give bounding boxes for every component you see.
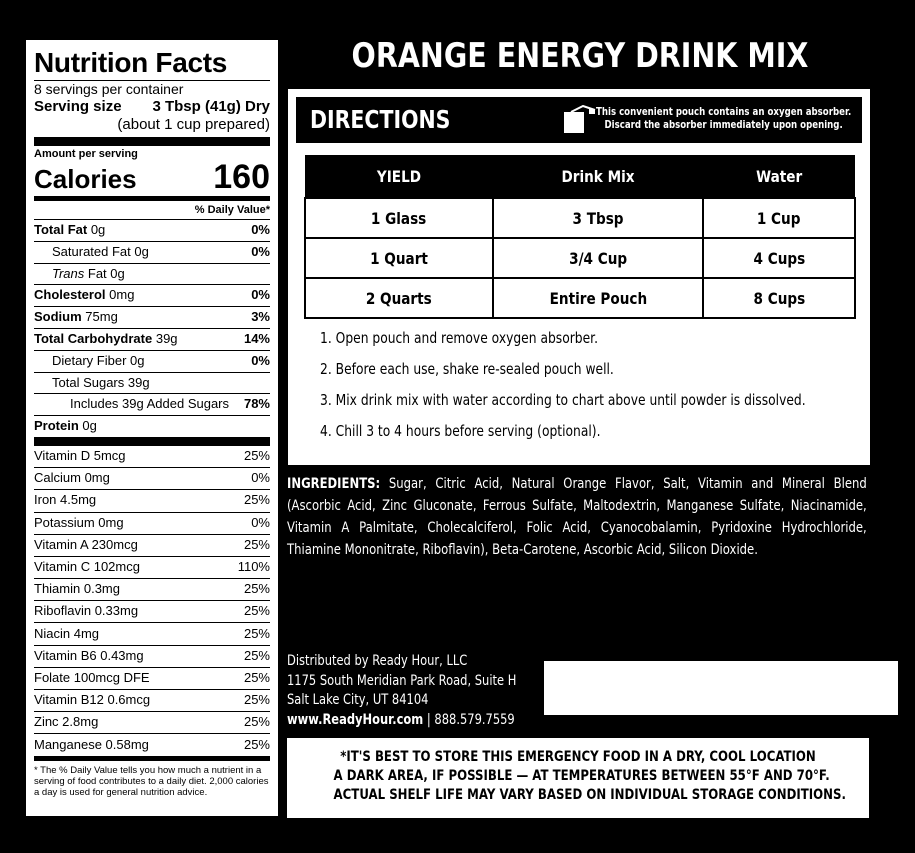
- yield-table-row: [305, 238, 855, 278]
- vitamin-pct: 25%: [243, 448, 270, 464]
- vitamin-label: Iron 4.5mg: [34, 492, 97, 508]
- vitamin-label: Niacin 4mg: [34, 625, 100, 641]
- nutrient-row-total-sugars: Total Sugars 39g: [34, 372, 270, 394]
- water-header: Water: [703, 155, 855, 198]
- daily-value-footnote: * The % Daily Value tells you how much a nutrient in a serving of food contributes to a daily diet. 2,000 calories a day is used for general nutrition advice.: [34, 756, 270, 798]
- vitamin-row: [34, 512, 270, 534]
- serving-size-label: Serving size: [34, 98, 122, 115]
- yield-table-cell: 3/4 Cup: [493, 238, 703, 278]
- vitamin-pct: 25%: [243, 492, 270, 508]
- vitamin-pct: 25%: [243, 647, 270, 663]
- blank-label-area: [544, 661, 898, 715]
- yield-table-cell: 1 Glass: [305, 198, 493, 238]
- vitamin-label: Potassium 0mg: [34, 514, 124, 530]
- vitamin-row: [34, 489, 270, 511]
- vitamin-label: Calcium 0mg: [34, 470, 110, 486]
- vitamin-row: [34, 578, 270, 600]
- vitamin-label: Folate 100mcg DFE: [34, 669, 150, 685]
- yield-table-cell: 1 Cup: [703, 198, 855, 238]
- direction-step: 3. Mix drink mix with water according to chart above until powder is dissolved.: [320, 391, 806, 409]
- directions-panel: [288, 89, 870, 465]
- vitamin-row: [34, 622, 270, 644]
- distributor-website: www.ReadyHour.com: [287, 711, 424, 728]
- serving-size: [34, 98, 270, 116]
- yield-table-cell: 1 Quart: [305, 238, 493, 278]
- distributor-city: Salt Lake City, UT 84104: [287, 692, 429, 708]
- vitamin-label: Vitamin D 5mcg: [34, 448, 126, 464]
- nutrient-row-total-carbohydrate: Total Carbohydrate 39g 14%: [34, 328, 270, 350]
- vitamin-row: [34, 711, 270, 733]
- yield-table-row: [305, 278, 855, 318]
- storage-notice: [287, 738, 869, 818]
- vitamin-label: Zinc 2.8mg: [34, 714, 99, 730]
- vitamin-pct: 25%: [243, 536, 270, 552]
- yield-table-cell: 3 Tbsp: [493, 198, 703, 238]
- vitamin-row: [34, 733, 270, 755]
- vitamin-pct: 0%: [251, 470, 270, 486]
- nutrient-row-added-sugars: Includes 39g Added Sugars 78%: [34, 393, 270, 415]
- vitamin-list: [34, 446, 270, 756]
- direction-step: 2. Before each use, shake re-sealed pouch well.: [320, 360, 614, 378]
- vitamin-row: [34, 600, 270, 622]
- nutrition-facts-panel: [26, 40, 278, 816]
- calories-row: [34, 160, 270, 194]
- direction-step: 4. Chill 3 to 4 hours before serving (optional).: [320, 422, 601, 440]
- vitamin-label: Vitamin B6 0.43mg: [34, 647, 144, 663]
- distributor-info: [287, 652, 516, 730]
- vitamin-label: Vitamin B12 0.6mcg: [34, 692, 151, 708]
- storage-line-2: A DARK AREA, IF POSSIBLE — AT TEMPERATURES BETWEEN 55°F AND 70°F.: [333, 768, 830, 784]
- vitamin-row: [34, 556, 270, 578]
- calories-label: Calories: [34, 164, 137, 194]
- vitamin-pct: 25%: [243, 581, 270, 597]
- nutrient-row-protein: Protein 0g: [34, 415, 270, 437]
- vitamin-pct: 25%: [243, 692, 270, 708]
- distributor-phone: | 888.579.7559: [423, 711, 515, 728]
- yield-header: YIELD: [305, 155, 493, 198]
- vitamin-label: Thiamin 0.3mg: [34, 581, 120, 597]
- yield-table-row: [305, 198, 855, 238]
- yield-table: [304, 155, 856, 319]
- vitamin-label: Vitamin A 230mcg: [34, 536, 138, 552]
- distributor-address: 1175 South Meridian Park Road, Suite H: [287, 672, 517, 689]
- nutrient-row-sodium: Sodium 75mg 3%: [34, 306, 270, 328]
- daily-value-header: % Daily Value*: [194, 204, 270, 216]
- drink-mix-header: Drink Mix: [493, 155, 703, 198]
- vitamin-pct: 25%: [243, 736, 270, 752]
- calories-value: 160: [213, 158, 270, 196]
- yield-table-cell: 4 Cups: [703, 238, 855, 278]
- nutrient-row-trans-fat: Trans Fat 0g: [34, 263, 270, 285]
- direction-step: 1. Open pouch and remove oxygen absorber.: [320, 329, 599, 347]
- nutrient-row-saturated-fat: Saturated Fat 0g 0%: [34, 241, 270, 263]
- vitamin-row: [34, 534, 270, 556]
- yield-table-cell: 8 Cups: [703, 278, 855, 318]
- nutrient-row-dietary-fiber: Dietary Fiber 0g 0%: [34, 350, 270, 372]
- vitamin-row: [34, 667, 270, 689]
- serving-prepared: (about 1 cup prepared): [117, 116, 270, 133]
- vitamin-pct: 25%: [243, 714, 270, 730]
- directions-title: DIRECTIONS: [310, 105, 451, 134]
- ingredients-text: Sugar, Citric Acid, Natural Orange Flavor, Salt, Vitamin and Mineral Blend (Ascorbic Acid, Zinc Gluconate, Ferrous Sulfate, Maltodextrin, Manganese Sulfate, Niacinamide, Vitamin A Palmitate, Cholecalciferol, Folic Acid, Cyanocobalamin, Pyridoxine Hydrochloride, Thiamine Mononitrate, Riboflavin), Beta-Carotene, Ascorbic Acid, Silicon Dioxide.: [287, 476, 867, 558]
- ingredients: [287, 473, 867, 561]
- yield-table-cell: 2 Quarts: [305, 278, 493, 318]
- storage-line-1: *IT'S BEST TO STORE THIS EMERGENCY FOOD IN A DRY, COOL LOCATION: [340, 749, 816, 765]
- vitamin-label: Manganese 0.58mg: [34, 736, 149, 752]
- nutrient-row-total-fat: Total Fat 0g 0%: [34, 219, 270, 241]
- vitamin-pct: 25%: [243, 603, 270, 619]
- pouch-icon: [561, 105, 597, 135]
- vitamin-label: Vitamin C 102mcg: [34, 559, 140, 575]
- yield-table-header: [305, 155, 855, 198]
- oxygen-absorber-note: This convenient pouch contains an oxygen absorber. Discard the absorber immediately upon opening.: [596, 106, 852, 131]
- vitamin-pct: 110%: [237, 559, 270, 575]
- vitamin-row: [34, 446, 270, 467]
- vitamin-pct: 25%: [243, 625, 270, 641]
- nutrient-row-cholesterol: Cholesterol 0mg 0%: [34, 284, 270, 306]
- amount-per-serving: Amount per serving: [34, 148, 138, 160]
- vitamin-row: [34, 689, 270, 711]
- vitamin-pct: 25%: [243, 669, 270, 685]
- servings-per-container: 8 servings per container: [34, 81, 184, 97]
- serving-size-value: 3 Tbsp (41g) Dry: [152, 98, 270, 115]
- vitamin-row: [34, 645, 270, 667]
- vitamin-row: [34, 467, 270, 489]
- distributor-name: Distributed by Ready Hour, LLC: [287, 653, 468, 669]
- vitamin-pct: 0%: [251, 514, 270, 530]
- nutrition-facts-title: Nutrition Facts: [34, 47, 228, 78]
- directions-header: [296, 97, 862, 143]
- ingredients-label: INGREDIENTS:: [287, 476, 381, 492]
- vitamin-label: Riboflavin 0.33mg: [34, 603, 139, 619]
- storage-line-3: ACTUAL SHELF LIFE MAY VARY BASED ON INDIVIDUAL STORAGE CONDITIONS.: [333, 787, 846, 803]
- yield-table-cell: Entire Pouch: [493, 278, 703, 318]
- directions-steps: [320, 329, 912, 453]
- product-title: ORANGE ENERGY DRINK MIX: [351, 36, 809, 76]
